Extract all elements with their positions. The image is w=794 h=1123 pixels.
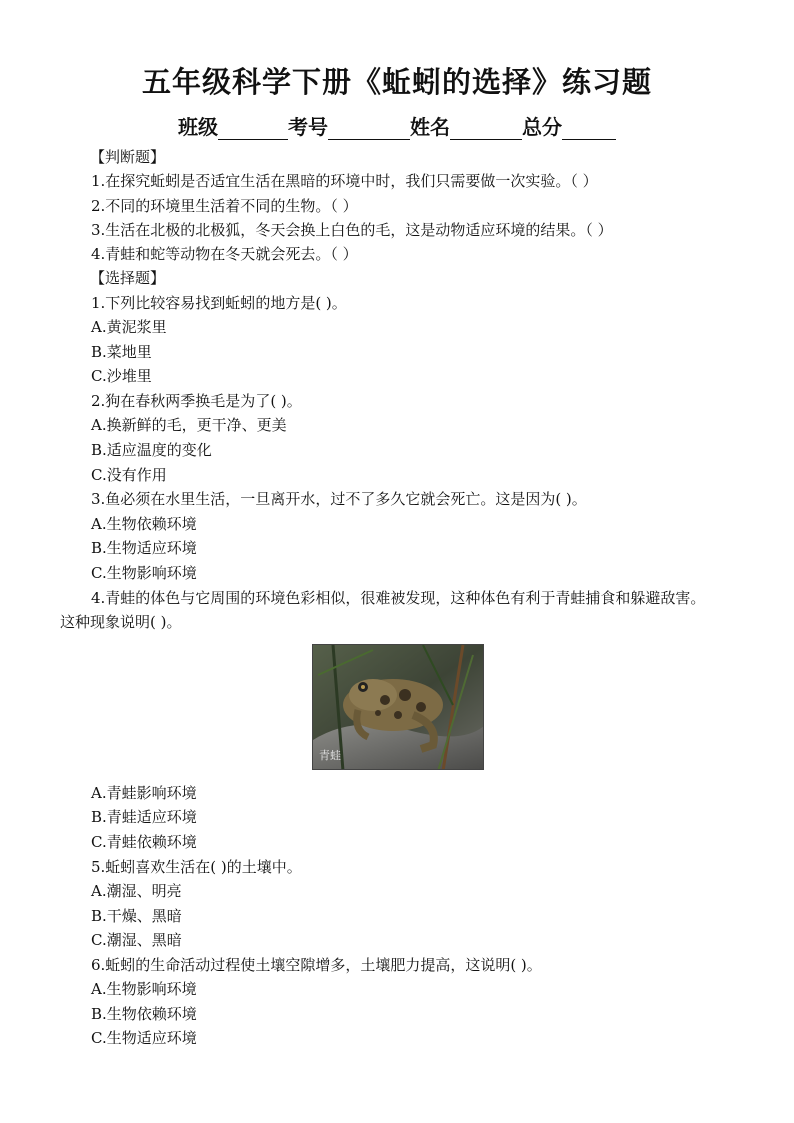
question-option: B.菜地里 <box>91 343 152 361</box>
question-option: B.生物适应环境 <box>91 539 197 557</box>
question-option: B.青蛙适应环境 <box>91 808 197 826</box>
question-option: C.生物影响环境 <box>91 564 197 582</box>
photo-caption: 青蛙 <box>319 749 341 762</box>
judge-item: 1.在探究蚯蚓是否适宜生活在黑暗的环境中时，我们只需要做一次实验。（ ） <box>91 172 598 190</box>
section-heading-judge: 【判断题】 <box>90 148 166 166</box>
question-stem: 4.青蛙的体色与它周围的环境色彩相似，很难被发现，这种体色有利于青蛙捕食和躲避敌害。 <box>91 589 706 607</box>
question-stem: 6.蚯蚓的生命活动过程使土壤空隙增多，土壤肥力提高，这说明( )。 <box>91 956 542 974</box>
header-fields <box>0 111 794 140</box>
question-stem-continued: 这种现象说明( )。 <box>60 613 182 631</box>
exam-no-blank[interactable] <box>328 119 410 140</box>
frog-photo <box>312 644 484 770</box>
judge-item: 4.青蛙和蛇等动物在冬天就会死去。（ ） <box>91 245 358 263</box>
question-option: B.适应温度的变化 <box>91 441 212 459</box>
question-stem: 2.狗在春秋两季换毛是为了( )。 <box>91 392 302 410</box>
class-label: 班级 <box>178 115 218 139</box>
question-option: C.潮湿、黑暗 <box>91 931 182 949</box>
score-label: 总分 <box>522 115 562 139</box>
class-blank[interactable] <box>218 119 288 140</box>
section-heading-choice: 【选择题】 <box>90 269 166 287</box>
name-label: 姓名 <box>410 115 450 139</box>
question-option: A.青蛙影响环境 <box>91 784 197 802</box>
name-blank[interactable] <box>450 119 522 140</box>
judge-item: 2.不同的环境里生活着不同的生物。（ ） <box>91 197 358 215</box>
question-option: B.生物依赖环境 <box>91 1005 197 1023</box>
question-option: C.没有作用 <box>91 466 167 484</box>
question-option: A.换新鲜的毛，更干净、更美 <box>91 416 287 434</box>
question-option: C.沙堆里 <box>91 367 152 385</box>
question-option: A.潮湿、明亮 <box>91 882 182 900</box>
question-stem: 5.蚯蚓喜欢生活在( )的土壤中。 <box>91 858 302 876</box>
question-stem: 1.下列比较容易找到蚯蚓的地方是( )。 <box>91 294 347 312</box>
page-title: 五年级科学下册《蚯蚓的选择》练习题 <box>141 65 652 99</box>
question-option: B.干燥、黑暗 <box>91 907 182 925</box>
question-option: A.黄泥浆里 <box>91 318 167 336</box>
judge-item: 3.生活在北极的北极狐，冬天会换上白色的毛，这是动物适应环境的结果。（ ） <box>91 221 613 239</box>
question-option: A.生物依赖环境 <box>91 515 197 533</box>
exam-no-label: 考号 <box>288 115 328 139</box>
question-option: C.青蛙依赖环境 <box>91 833 197 851</box>
score-blank[interactable] <box>562 119 616 140</box>
question-option: C.生物适应环境 <box>91 1029 197 1047</box>
question-stem: 3.鱼必须在水里生活，一旦离开水，过不了多久它就会死亡。这是因为( )。 <box>91 490 587 508</box>
question-option: A.生物影响环境 <box>91 980 197 998</box>
